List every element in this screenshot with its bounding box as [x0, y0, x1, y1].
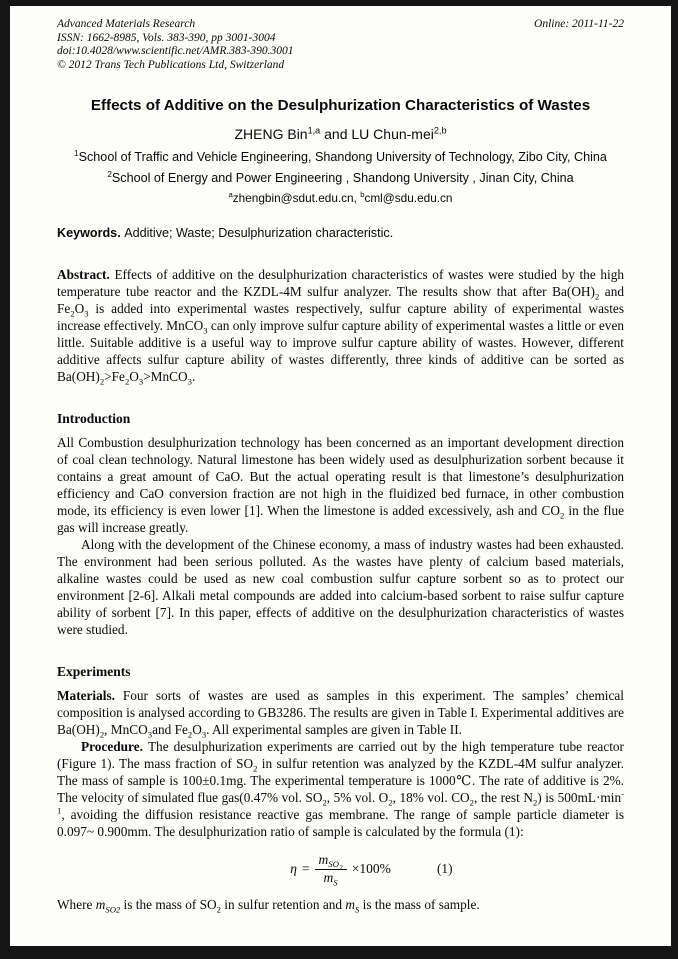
text-run: and Fe	[57, 284, 624, 316]
text-run: O	[129, 369, 139, 384]
text-run: .	[191, 369, 196, 384]
text-run: zhengbin@sdut.edu.cn,	[232, 191, 361, 205]
section-heading-introduction: Introduction	[57, 411, 131, 426]
text-run: Effects of additive on the desulphurization characteristics of wastes were studied by the high temperature tube reactor and the KZDL-4M sulfur analyzer. The results show that after Ba(OH)	[57, 267, 624, 299]
text-run: O	[74, 301, 85, 316]
text-run: cml@sdu.edu.cn	[364, 191, 453, 205]
author-emails	[57, 191, 624, 206]
eta-symbol: η	[290, 861, 297, 876]
section-heading-experiments: Experiments	[57, 664, 131, 679]
text-run: 2	[99, 376, 105, 387]
text-run: 2	[322, 797, 327, 808]
text-run: is the mass of sample.	[359, 897, 480, 912]
text-run: All Combustion desulphurization technology has been concerned as an important development direction of coal clean technology. Natural limestone has been widely used as desulphurization sorbent because it contains a great amount of CaO. But the actual operating result is that limestone’s desulphurization efficiency and CaO conversion fraction are not high in the fluidized bed furnace, in other combustion mode, its efficiency is even lower [1]. When the limestone is added excessively, ash and CO	[57, 435, 624, 518]
text-run: , the rest N	[473, 790, 533, 805]
text-run: and Fe	[152, 722, 188, 737]
text-run: 3	[147, 729, 153, 740]
paper-title: Effects of Additive on the Desulphurization Characteristics of Wastes	[90, 97, 591, 114]
numerator-subscript-main: SO	[328, 859, 339, 870]
numerator-base: m	[318, 851, 329, 867]
paper-page	[10, 6, 671, 946]
text-run: 2	[532, 797, 538, 808]
journal-doi: doi:10.4028/www.scientific.net/AMR.383-390.3001	[57, 45, 294, 57]
text-run: 2,b	[433, 125, 447, 136]
fraction-denominator	[315, 870, 347, 888]
affiliation-line-1	[57, 149, 624, 165]
text-run: O	[192, 722, 202, 737]
text-run: m	[345, 897, 356, 912]
text-run: 3	[187, 376, 192, 387]
text-run: S	[355, 904, 360, 915]
text-run: is the mass of SO	[120, 897, 217, 912]
denominator-subscript: S	[333, 877, 338, 888]
text-run: can only improve sulfur capture ability of experimental wastes a little or even little. Suitable additive is a useful way to improve sulfur capture ability of wastes. However, different additive affects sulfur capture ability of wastes differently, three kinds of additive can be sorted as Ba(OH)	[57, 318, 625, 384]
text-run: Additive; Waste; Desulphurization characteristic.	[124, 226, 394, 240]
introduction-paragraph-1	[57, 434, 624, 536]
text-run: 1	[74, 148, 79, 158]
text-run: a	[228, 190, 233, 200]
denominator-base: m	[323, 870, 334, 886]
text-run: 2	[187, 729, 193, 740]
text-run: Keywords.	[57, 226, 125, 240]
text-run: School of Traffic and Vehicle Engineering, Shandong University of Technology, Zibo City, China	[78, 150, 607, 164]
equation-1	[290, 851, 391, 888]
abstract-paragraph	[57, 266, 624, 385]
journal-header-left	[57, 18, 293, 72]
numerator-subscript-sub: 2	[338, 863, 343, 873]
text-run: Procedure.	[81, 739, 148, 754]
text-run: , 5% vol. O	[326, 790, 389, 805]
text-run: b	[360, 190, 365, 200]
text-run: 2	[594, 291, 600, 302]
fraction	[315, 851, 347, 888]
text-run: 2	[99, 729, 105, 740]
text-run: 2	[124, 376, 130, 387]
text-run: and LU Chun-mei	[320, 126, 434, 142]
text-run: 2	[107, 169, 112, 179]
journal-header	[57, 18, 624, 72]
online-date: Online: 2011-11-22	[534, 18, 624, 30]
text-run: Abstract.	[57, 267, 115, 282]
materials-paragraph	[57, 687, 624, 738]
text-run: 2	[216, 904, 221, 915]
text-run: Where	[57, 897, 96, 912]
affiliation-line-2	[57, 170, 624, 186]
text-run: -1	[57, 788, 624, 816]
text-run: >MnCO	[143, 369, 188, 384]
text-run: Materials.	[57, 688, 123, 703]
journal-issn: ISSN: 1662-8985, Vols. 383-390, pp 3001-3004	[57, 31, 276, 44]
text-run: SO2	[105, 904, 121, 915]
text-run: ) is 500mL·min	[537, 790, 622, 805]
text-run: 3	[138, 376, 144, 387]
equation-number: (1)	[437, 861, 453, 876]
text-run: is added into experimental wastes respectively, sulfur capture ability of experimental wastes increase effectively. MnCO	[57, 301, 624, 333]
text-run: 2	[559, 510, 565, 521]
text-run: 2	[388, 797, 393, 808]
text-run: >Fe	[104, 369, 125, 384]
text-run: , 18% vol. CO	[392, 790, 470, 805]
text-run: , avoiding the diffusion resistance reactive gas membrane. The range of sample particle diameter is 0.097~ 0.900mm. The desulphurization ratio of sample is calculated by the formula (1):	[57, 807, 624, 839]
text-run: 3	[84, 308, 89, 319]
journal-name: Advanced Materials Research	[57, 18, 196, 30]
journal-copyright: © 2012 Trans Tech Publications Ltd, Switzerland	[57, 58, 285, 71]
text-run: 2	[253, 763, 258, 774]
text-run: ZHENG Bin	[234, 126, 308, 142]
text-run: m	[95, 897, 106, 912]
text-run: The desulphurization experiments are carried out by the high temperature tube reactor (Figure 1). The mass fraction of SO	[57, 739, 624, 771]
text-run: 2	[70, 308, 75, 319]
text-run: 3	[201, 729, 207, 740]
text-run: in the flue gas will increase greatly.	[57, 503, 624, 535]
procedure-paragraph	[57, 738, 624, 840]
text-run: 2	[469, 797, 474, 808]
text-run: Along with the development of the Chinese economy, a mass of industry wastes had been exhausted. The environment had been serious polluted. As the wastes have plenty of calcium based materials, alkaline wastes could be used as new coal combustion sulfur capture sorbent so as to protect our environment [2-6]. Alkali metal compounds are added into calcium-based sorbent to raise sulfur capture ability of sorbent [7]. In this paper, effects of additive on the desulphurization characteristics of wastes were studied.	[57, 537, 624, 637]
times-100-percent: ×100%	[351, 861, 391, 876]
text-run: Four sorts of wastes are used as samples in this experiment. The samples’ chemical composition is analysed according to GB3286. The results are given in Table I. Experimental additives are Ba(OH)	[57, 688, 625, 737]
text-run: . All experimental samples are given in Table II.	[206, 722, 462, 737]
text-run: , MnCO	[104, 722, 148, 737]
text-run: 3	[203, 325, 208, 336]
where-definition-line	[57, 896, 624, 913]
keywords-line	[57, 225, 624, 241]
text-run: 1,a	[307, 125, 321, 136]
text-run: in sulfur retention was analyzed by the KZDL-4M sulfur analyzer. The mass of sample is 100±0.1mg. The experimental temperature is 1000℃. The rate of additive is 2%. The velocity of simulated flue gas(0.47% vol. SO	[57, 756, 624, 805]
text-run: in sulfur retention and	[220, 897, 346, 912]
authors-line	[57, 124, 624, 144]
introduction-paragraph-2	[57, 536, 624, 638]
numerator-subscript	[328, 859, 343, 873]
equals-sign: =	[301, 861, 310, 876]
fraction-numerator	[315, 851, 347, 873]
text-run: School of Energy and Power Engineering , Shandong University , Jinan City, China	[111, 171, 574, 185]
equation-1-row	[57, 849, 624, 889]
